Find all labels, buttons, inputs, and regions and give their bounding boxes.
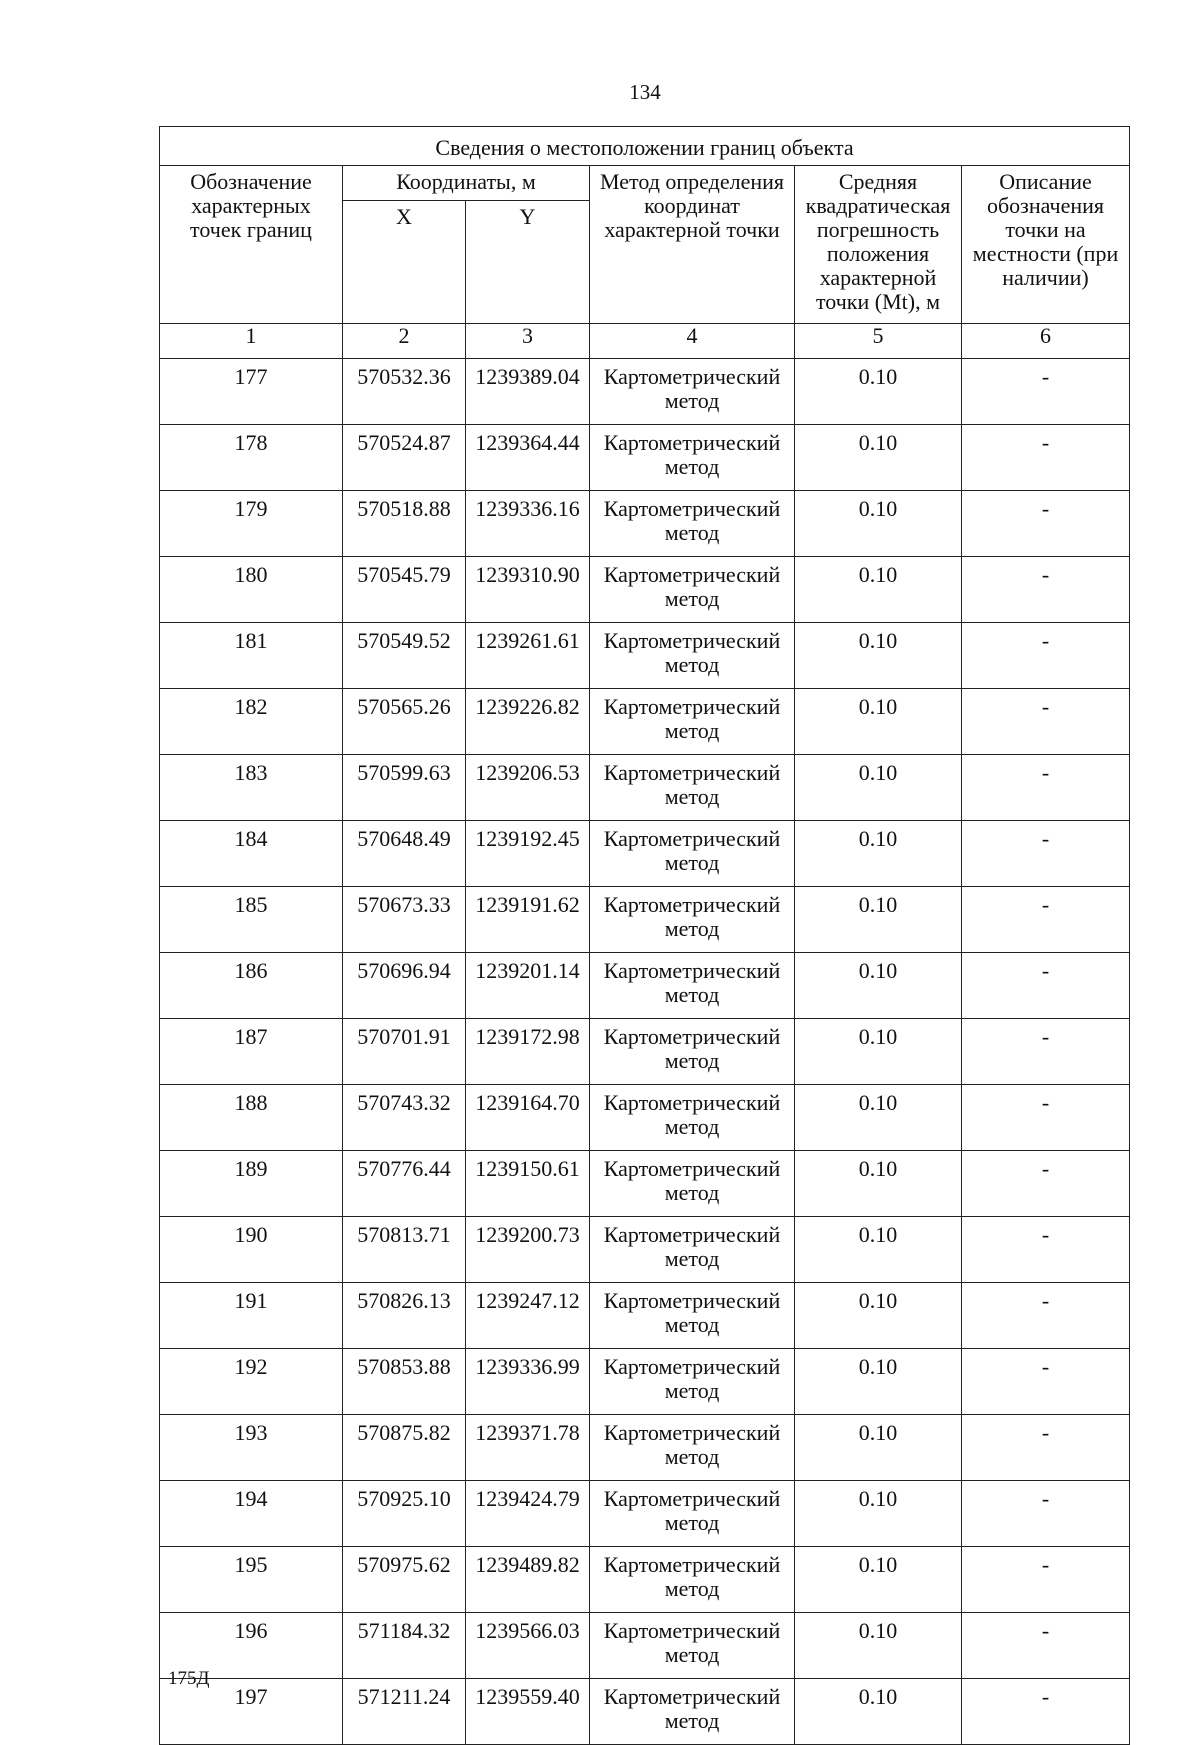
column-number: 1	[160, 324, 343, 359]
method-cell: Картометрический метод	[590, 623, 795, 689]
coordinates-table	[159, 126, 1130, 1745]
table-row	[160, 557, 1130, 623]
x-cell: 570743.32	[343, 1085, 466, 1151]
error-cell: 0.10	[795, 1481, 962, 1547]
y-cell: 1239172.98	[466, 1019, 590, 1085]
method-cell: Картометрический метод	[590, 821, 795, 887]
table-row	[160, 1349, 1130, 1415]
y-cell: 1239489.82	[466, 1547, 590, 1613]
table-caption: Сведения о местоположении границ объекта	[160, 127, 1130, 166]
point-cell: 181	[160, 623, 343, 689]
point-cell: 178	[160, 425, 343, 491]
y-cell: 1239226.82	[466, 689, 590, 755]
error-cell: 0.10	[795, 1151, 962, 1217]
table-row	[160, 953, 1130, 1019]
table-row	[160, 1547, 1130, 1613]
table-row	[160, 359, 1130, 425]
table-row	[160, 1085, 1130, 1151]
method-cell: Картометрический метод	[590, 1151, 795, 1217]
table-row	[160, 689, 1130, 755]
error-cell: 0.10	[795, 557, 962, 623]
method-cell: Картометрический метод	[590, 1283, 795, 1349]
point-cell: 184	[160, 821, 343, 887]
table-row	[160, 1151, 1130, 1217]
description-cell: -	[962, 821, 1130, 887]
header-y: Y	[466, 201, 590, 324]
column-number-row	[160, 324, 1130, 359]
error-cell: 0.10	[795, 425, 962, 491]
method-cell: Картометрический метод	[590, 953, 795, 1019]
y-cell: 1239364.44	[466, 425, 590, 491]
error-cell: 0.10	[795, 953, 962, 1019]
x-cell: 570545.79	[343, 557, 466, 623]
method-cell: Картометрический метод	[590, 887, 795, 953]
y-cell: 1239336.99	[466, 1349, 590, 1415]
error-cell: 0.10	[795, 623, 962, 689]
point-cell: 193	[160, 1415, 343, 1481]
table-row	[160, 1283, 1130, 1349]
column-number: 3	[466, 324, 590, 359]
x-cell: 570701.91	[343, 1019, 466, 1085]
y-cell: 1239201.14	[466, 953, 590, 1019]
x-cell: 570599.63	[343, 755, 466, 821]
description-cell: -	[962, 689, 1130, 755]
description-cell: -	[962, 359, 1130, 425]
method-cell: Картометрический метод	[590, 557, 795, 623]
point-cell: 183	[160, 755, 343, 821]
method-cell: Картометрический метод	[590, 1415, 795, 1481]
page-number: 134	[629, 80, 661, 104]
point-cell: 188	[160, 1085, 343, 1151]
point-cell: 192	[160, 1349, 343, 1415]
point-cell: 179	[160, 491, 343, 557]
y-cell: 1239150.61	[466, 1151, 590, 1217]
x-cell: 570975.62	[343, 1547, 466, 1613]
table-row	[160, 1415, 1130, 1481]
x-cell: 570565.26	[343, 689, 466, 755]
description-cell: -	[962, 1415, 1130, 1481]
method-cell: Картометрический метод	[590, 755, 795, 821]
method-cell: Картометрический метод	[590, 1613, 795, 1679]
description-cell: -	[962, 491, 1130, 557]
x-cell: 570853.88	[343, 1349, 466, 1415]
x-cell: 571184.32	[343, 1613, 466, 1679]
table-row	[160, 623, 1130, 689]
column-number: 6	[962, 324, 1130, 359]
y-cell: 1239424.79	[466, 1481, 590, 1547]
x-cell: 570826.13	[343, 1283, 466, 1349]
x-cell: 570532.36	[343, 359, 466, 425]
error-cell: 0.10	[795, 887, 962, 953]
x-cell: 570549.52	[343, 623, 466, 689]
method-cell: Картометрический метод	[590, 1679, 795, 1745]
table-row	[160, 1613, 1130, 1679]
error-cell: 0.10	[795, 1019, 962, 1085]
header-point: Обозначение характерных точек границ	[160, 166, 343, 324]
table-row	[160, 425, 1130, 491]
header-method: Метод определения координат характерной точки	[590, 166, 795, 324]
table-row	[160, 821, 1130, 887]
description-cell: -	[962, 1085, 1130, 1151]
point-cell: 186	[160, 953, 343, 1019]
method-cell: Картометрический метод	[590, 689, 795, 755]
x-cell: 570813.71	[343, 1217, 466, 1283]
y-cell: 1239191.62	[466, 887, 590, 953]
description-cell: -	[962, 1217, 1130, 1283]
header-error: Средняя квадратическая погрешность положения характерной точки (Mt), м	[795, 166, 962, 324]
y-cell: 1239164.70	[466, 1085, 590, 1151]
error-cell: 0.10	[795, 1613, 962, 1679]
error-cell: 0.10	[795, 689, 962, 755]
error-cell: 0.10	[795, 1349, 962, 1415]
error-cell: 0.10	[795, 1679, 962, 1745]
y-cell: 1239371.78	[466, 1415, 590, 1481]
point-cell: 196	[160, 1613, 343, 1679]
y-cell: 1239200.73	[466, 1217, 590, 1283]
description-cell: -	[962, 1019, 1130, 1085]
point-cell: 189	[160, 1151, 343, 1217]
point-cell: 194	[160, 1481, 343, 1547]
description-cell: -	[962, 1481, 1130, 1547]
x-cell: 570875.82	[343, 1415, 466, 1481]
method-cell: Картометрический метод	[590, 1481, 795, 1547]
point-cell: 182	[160, 689, 343, 755]
x-cell: 570518.88	[343, 491, 466, 557]
table-row	[160, 1019, 1130, 1085]
y-cell: 1239192.45	[466, 821, 590, 887]
x-cell: 570776.44	[343, 1151, 466, 1217]
table-row	[160, 491, 1130, 557]
x-cell: 570673.33	[343, 887, 466, 953]
description-cell: -	[962, 1151, 1130, 1217]
description-cell: -	[962, 755, 1130, 821]
y-cell: 1239247.12	[466, 1283, 590, 1349]
table-row	[160, 1217, 1130, 1283]
description-cell: -	[962, 1679, 1130, 1745]
description-cell: -	[962, 887, 1130, 953]
point-cell: 180	[160, 557, 343, 623]
x-cell: 570925.10	[343, 1481, 466, 1547]
description-cell: -	[962, 1283, 1130, 1349]
table-row	[160, 755, 1130, 821]
header-coords: Координаты, м	[343, 166, 590, 201]
y-cell: 1239206.53	[466, 755, 590, 821]
method-cell: Картометрический метод	[590, 1019, 795, 1085]
error-cell: 0.10	[795, 1085, 962, 1151]
y-cell: 1239389.04	[466, 359, 590, 425]
table-row	[160, 1481, 1130, 1547]
description-cell: -	[962, 1349, 1130, 1415]
error-cell: 0.10	[795, 755, 962, 821]
error-cell: 0.10	[795, 491, 962, 557]
x-cell: 570696.94	[343, 953, 466, 1019]
point-cell: 197	[160, 1679, 343, 1745]
x-cell: 570524.87	[343, 425, 466, 491]
column-number: 4	[590, 324, 795, 359]
table-row	[160, 1679, 1130, 1745]
header-x: X	[343, 201, 466, 324]
point-cell: 185	[160, 887, 343, 953]
footer-code: 175Д	[168, 1668, 210, 1689]
error-cell: 0.10	[795, 821, 962, 887]
description-cell: -	[962, 623, 1130, 689]
column-number: 2	[343, 324, 466, 359]
point-cell: 195	[160, 1547, 343, 1613]
y-cell: 1239559.40	[466, 1679, 590, 1745]
header-description: Описание обозначения точки на местности (при наличии)	[962, 166, 1130, 324]
point-cell: 191	[160, 1283, 343, 1349]
y-cell: 1239566.03	[466, 1613, 590, 1679]
method-cell: Картометрический метод	[590, 1217, 795, 1283]
method-cell: Картометрический метод	[590, 1085, 795, 1151]
method-cell: Картометрический метод	[590, 425, 795, 491]
y-cell: 1239310.90	[466, 557, 590, 623]
error-cell: 0.10	[795, 1415, 962, 1481]
point-cell: 187	[160, 1019, 343, 1085]
method-cell: Картометрический метод	[590, 359, 795, 425]
y-cell: 1239336.16	[466, 491, 590, 557]
point-cell: 190	[160, 1217, 343, 1283]
error-cell: 0.10	[795, 1283, 962, 1349]
y-cell: 1239261.61	[466, 623, 590, 689]
description-cell: -	[962, 1547, 1130, 1613]
method-cell: Картометрический метод	[590, 1547, 795, 1613]
point-cell: 177	[160, 359, 343, 425]
table-row	[160, 887, 1130, 953]
error-cell: 0.10	[795, 359, 962, 425]
description-cell: -	[962, 425, 1130, 491]
description-cell: -	[962, 557, 1130, 623]
x-cell: 570648.49	[343, 821, 466, 887]
description-cell: -	[962, 1613, 1130, 1679]
method-cell: Картометрический метод	[590, 1349, 795, 1415]
error-cell: 0.10	[795, 1217, 962, 1283]
x-cell: 571211.24	[343, 1679, 466, 1745]
description-cell: -	[962, 953, 1130, 1019]
column-number: 5	[795, 324, 962, 359]
error-cell: 0.10	[795, 1547, 962, 1613]
method-cell: Картометрический метод	[590, 491, 795, 557]
